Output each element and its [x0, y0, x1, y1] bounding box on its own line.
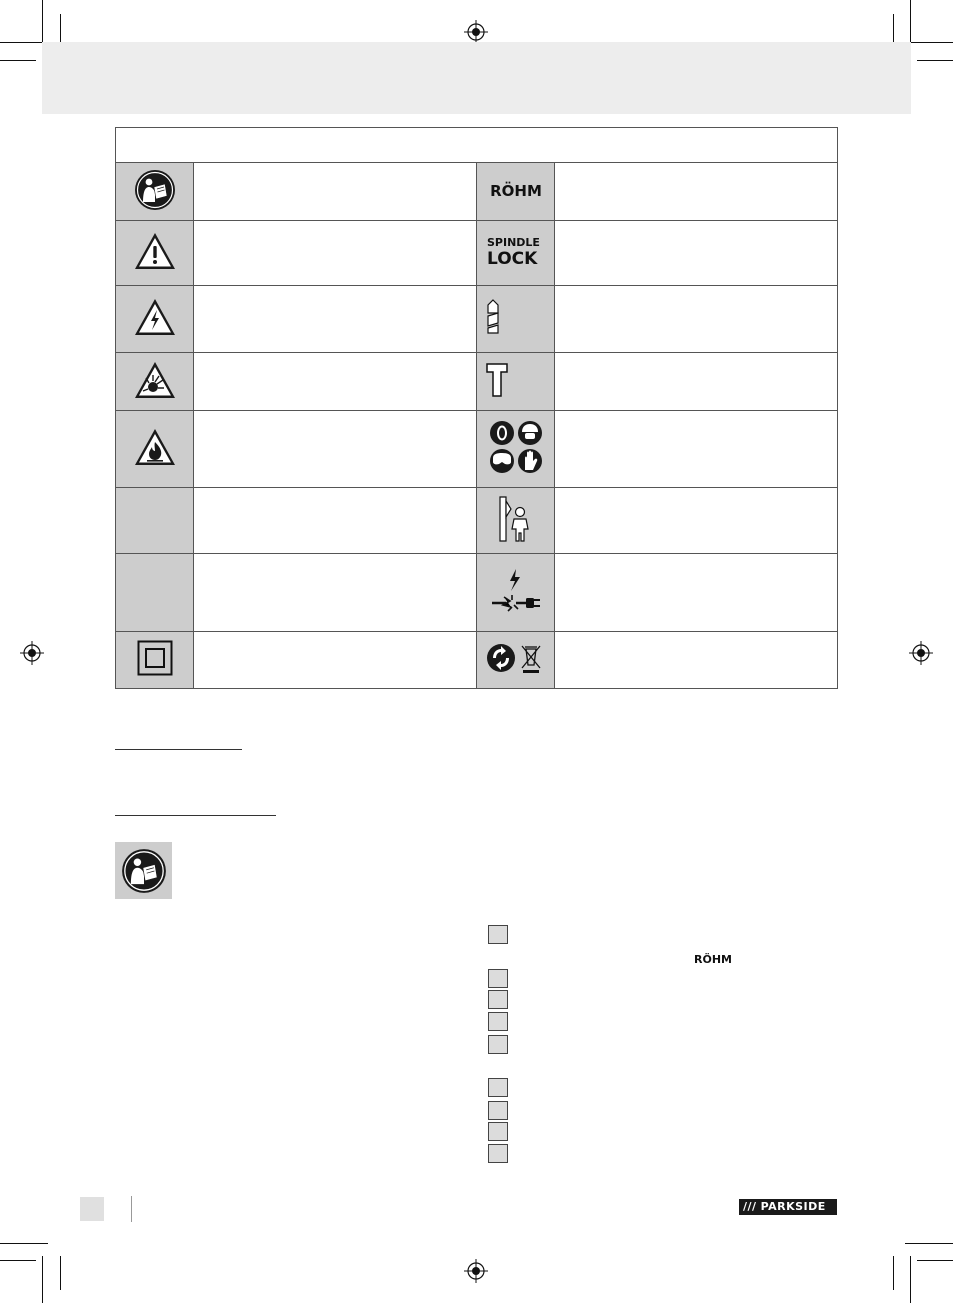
icon-cell	[116, 221, 194, 286]
crop-mark	[917, 60, 953, 61]
rohm-logo-icon	[485, 180, 547, 200]
icon-cell	[477, 554, 555, 632]
warning-icon	[133, 231, 177, 271]
description-cell	[555, 411, 838, 488]
crop-mark	[893, 1256, 894, 1290]
table-row	[116, 554, 838, 632]
table-row	[116, 632, 838, 689]
table-row	[116, 488, 838, 554]
description-cell	[194, 632, 477, 689]
brand-name: PARKSIDE	[760, 1200, 826, 1213]
section-heading-underline	[115, 815, 276, 816]
drill-bit-icon	[485, 299, 501, 335]
description-cell	[194, 411, 477, 488]
table-header-cell	[116, 128, 838, 163]
hammer-icon	[485, 362, 509, 398]
part-number-box	[488, 1122, 508, 1141]
description-cell	[555, 488, 838, 554]
crop-mark	[60, 1256, 61, 1290]
brand-slashes: ///	[743, 1200, 757, 1213]
description-cell	[194, 554, 477, 632]
part-number-box	[488, 1035, 508, 1054]
header-band	[42, 42, 911, 114]
icon-cell	[116, 353, 194, 411]
description-cell	[555, 221, 838, 286]
icon-cell	[477, 221, 555, 286]
electric-warning-icon	[133, 297, 177, 337]
icon-cell	[477, 353, 555, 411]
spindle-lock-icon	[485, 234, 547, 268]
crop-mark	[905, 1243, 953, 1244]
table-row	[116, 411, 838, 488]
description-cell	[194, 488, 477, 554]
crop-mark	[910, 1256, 911, 1303]
description-cell	[194, 353, 477, 411]
description-cell	[555, 632, 838, 689]
table-row	[116, 286, 838, 353]
read-manual-icon	[134, 169, 176, 211]
icon-cell	[477, 286, 555, 353]
icon-cell	[116, 163, 194, 221]
icon-cell	[116, 286, 194, 353]
crop-mark	[42, 1256, 43, 1303]
icon-cell	[116, 411, 194, 488]
description-cell	[555, 286, 838, 353]
crop-mark	[905, 42, 953, 43]
rohm-logo-icon	[690, 951, 736, 965]
description-cell	[194, 286, 477, 353]
icon-cell	[477, 411, 555, 488]
damaged-cable-icon	[490, 567, 542, 615]
registration-mark-icon	[464, 1259, 488, 1283]
part-number-box	[488, 1078, 508, 1097]
crop-mark	[0, 42, 48, 43]
crop-mark	[0, 1260, 36, 1261]
table-row	[116, 353, 838, 411]
recycle-disposal-icon	[485, 641, 547, 675]
crop-mark	[0, 1243, 48, 1244]
rohm-inline-text: RÖHM	[694, 953, 732, 965]
crop-mark	[910, 0, 911, 48]
crop-mark	[42, 0, 43, 48]
icon-cell	[477, 488, 555, 554]
keep-children-away-icon	[496, 495, 536, 543]
description-cell	[555, 163, 838, 221]
table-row	[116, 221, 838, 286]
symbols-table	[115, 127, 838, 689]
explosion-warning-icon	[133, 360, 177, 400]
description-cell	[555, 554, 838, 632]
parkside-logo	[739, 1199, 837, 1215]
crop-mark	[0, 60, 36, 61]
fire-warning-icon	[133, 427, 177, 467]
icon-cell	[116, 488, 194, 554]
spindle-text: SPINDLE	[486, 236, 540, 249]
part-number-box	[488, 1144, 508, 1163]
footer-divider	[131, 1196, 132, 1222]
icon-cell	[477, 632, 555, 689]
description-cell	[555, 353, 838, 411]
description-cell	[194, 221, 477, 286]
part-number-box	[488, 925, 508, 944]
part-number-box	[488, 1101, 508, 1120]
icon-cell	[116, 632, 194, 689]
crop-mark	[917, 1260, 953, 1261]
registration-mark-icon	[909, 641, 933, 665]
registration-mark-icon	[464, 20, 488, 44]
description-cell	[194, 163, 477, 221]
section-heading-underline	[115, 749, 242, 750]
lock-text: LOCK	[486, 249, 537, 268]
part-number-box	[488, 1012, 508, 1031]
table-row	[116, 163, 838, 221]
read-manual-box	[115, 842, 172, 899]
protection-class-ii-icon	[137, 640, 173, 676]
read-manual-icon	[121, 848, 167, 894]
icon-cell	[116, 554, 194, 632]
icon-cell	[477, 163, 555, 221]
rohm-logo-text: RÖHM	[489, 181, 542, 200]
part-number-box	[488, 990, 508, 1009]
table-header-row	[116, 128, 838, 163]
page-number-box	[80, 1197, 104, 1221]
part-number-box	[488, 969, 508, 988]
protective-equipment-icon	[488, 420, 544, 474]
registration-mark-icon	[20, 641, 44, 665]
